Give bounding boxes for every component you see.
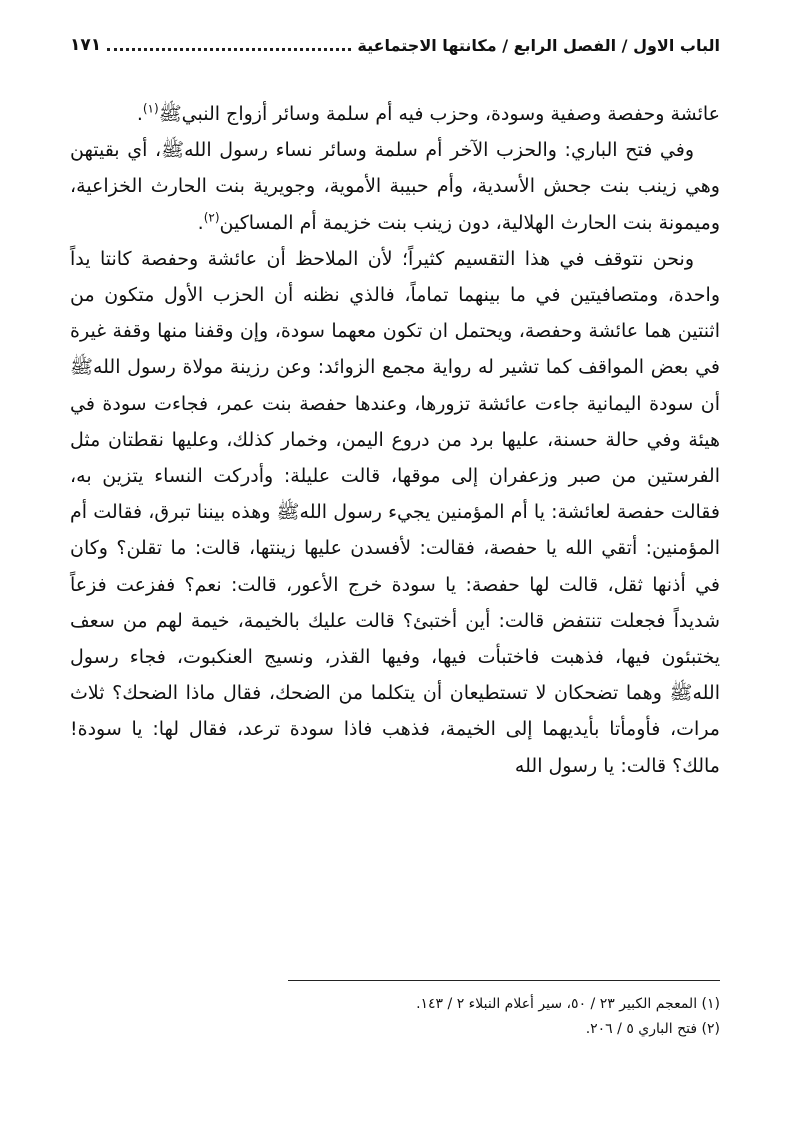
chapter-title: الباب الاول / الفصل الرابع / مكانتها الاجتماعية	[357, 35, 720, 55]
main-text	[70, 96, 720, 784]
paragraph-2-text: وفي فتح الباري: والحزب الآخر أم سلمة وسائر نساء رسول اللهﷺ، أي بقيتهن وهي زينب بنت جحش الأسدية، وأم حبيبة الأموية، وجويرية بنت الحارث الخزاعية، وميمونة بنت الحارث الهلالية، دون زينب بنت خزيمة أم المساكين	[70, 139, 720, 234]
running-header	[70, 30, 720, 60]
page-number: ١٧١	[70, 35, 102, 55]
footnotes	[70, 992, 720, 1042]
paragraph-3: ونحن نتوقف في هذا التقسيم كثيراً؛ لأن الملاحظ أن عائشة وحفصة كانتا يداً واحدة، ومتصافيتين في ما بينهما تماماً، فالذي نظنه أن الحزب الأول متكون من اثنتين هما عائشة وحفصة، ويحتمل ان تكون معهما سودة، وإن وقفنا منها وقفة غيرة في بعض المواقف كما تشير له رواية مجمع الزوائد: وعن رزينة مولاة رسول اللهﷺ أن سودة اليمانية جاءت عائشة تزورها، وعندها حفصة بنت عمر، فجاءت سودة في هيئة وفي حالة حسنة، عليها برد من دروع اليمن، وخمار كذلك، وعليها نقطتان مثل الفرستين من صبر وزعفران إلى موقها، قالت عليلة: وأدركت النساء يتزين به، فقالت حفصة لعائشة: يا أم المؤمنين يجيء رسول اللهﷺ وهذه بيننا تبرق، فقالت أم المؤمنين: أتقي الله يا حفصة، فقالت: لأفسدن عليها زينتها، قالت: ما تقلن؟ وكان في أذنها ثقل، قالت لها حفصة: يا سودة خرج الأعور، قالت: نعم؟ ففزعت فزعاً شديداً فجعلت تنتفض قالت: أين أختبئ؟ قالت عليك بالخيمة، خيمة لهم من سعف يختبئون فيها، فذهبت فاختبأت فيها، وفيها القذر، ونسيج العنكبوت، فجاء رسول اللهﷺ وهما تضحكان لا تستطيعان أن يتكلما من الضحك، فقال ماذا الضحك؟ ثلاث مرات، فأومأتا بأيديهما إلى الخيمة، فذهب فاذا سودة ترعد، فقال لها: يا سودة! مالك؟ قالت: يا رسول الله	[70, 247, 720, 777]
header-dot-leader	[107, 48, 351, 51]
paragraph-1-end: .	[136, 103, 143, 125]
paragraph-2	[70, 132, 720, 241]
footnote-ref-2: (٢)	[203, 210, 220, 225]
footnote-separator	[288, 980, 720, 981]
footnote-1: (١) المعجم الكبير ٢٣ / ٥٠، سير أعلام النبلاء ٢ / ١٤٣.	[416, 996, 720, 1012]
paragraph-2-end: .	[197, 211, 204, 234]
paragraph-1-text: عائشة وحفصة وصفية وسودة، وحزب فيه أم سلمة وسائر أزواج النبيﷺ	[158, 103, 720, 125]
paragraph-1	[70, 96, 720, 132]
footnote-ref-1: (١)	[142, 101, 159, 116]
footnote-2: (٢) فتح الباري ٥ / ٢٠٦.	[585, 1021, 720, 1037]
